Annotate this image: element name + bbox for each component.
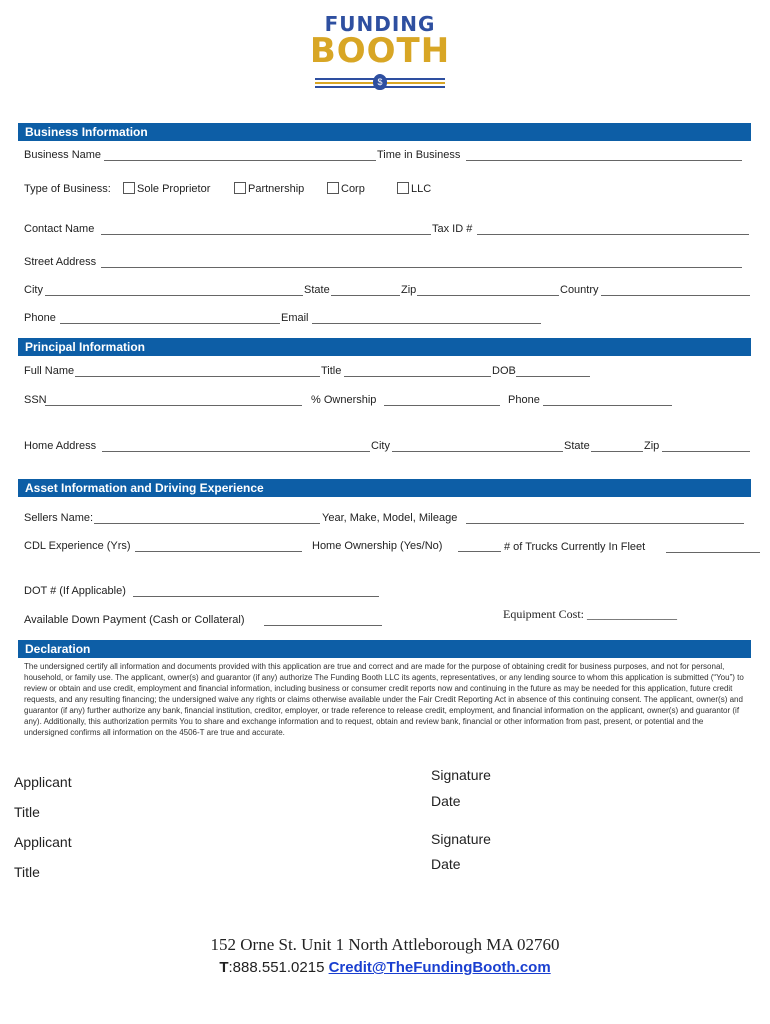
tax-id-field[interactable] xyxy=(477,234,749,235)
zip-field[interactable] xyxy=(417,295,559,296)
dob-field[interactable] xyxy=(516,376,590,377)
footer-contact xyxy=(0,959,770,976)
llc-label: LLC xyxy=(411,183,432,195)
home-city-label: City xyxy=(371,440,390,452)
contact-name-label: Contact Name xyxy=(24,223,95,235)
applicant-label-2: Applicant xyxy=(14,834,72,850)
signature-label-1: Signature xyxy=(431,767,491,783)
home-state-field[interactable] xyxy=(591,451,643,452)
home-ownership-label: Home Ownership (Yes/No) xyxy=(312,540,443,552)
home-address-label: Home Address xyxy=(24,440,97,452)
down-payment-label: Available Down Payment (Cash or Collateral) xyxy=(24,614,245,626)
money-bag-icon: $ xyxy=(373,74,387,90)
dot-number-label: DOT # (If Applicable) xyxy=(24,585,126,597)
state-label: State xyxy=(304,284,330,296)
home-state-label: State xyxy=(564,440,590,452)
trucks-in-fleet-field[interactable] xyxy=(666,552,760,553)
trucks-in-fleet-label: # of Trucks Currently In Fleet xyxy=(504,541,646,553)
partnership-label: Partnership xyxy=(248,183,305,195)
principal-phone-field[interactable] xyxy=(543,405,672,406)
footer-phone: :888.551.0215 xyxy=(228,959,329,976)
ssn-label: SSN xyxy=(24,394,47,406)
dot-number-field[interactable] xyxy=(133,596,379,597)
home-zip-label: Zip xyxy=(644,440,660,452)
corp-label: Corp xyxy=(341,183,365,195)
llc-checkbox[interactable] xyxy=(397,182,409,194)
section-asset-information: Asset Information and Driving Experience xyxy=(18,479,751,497)
email-field[interactable] xyxy=(312,323,541,324)
state-field[interactable] xyxy=(331,295,400,296)
footer-email-link[interactable]: Credit@TheFundingBooth.com xyxy=(328,959,551,976)
date-label-1: Date xyxy=(431,793,461,809)
corp-checkbox[interactable] xyxy=(327,182,339,194)
title-label-1: Title xyxy=(14,804,40,820)
cdl-experience-label: CDL Experience (Yrs) xyxy=(24,540,131,552)
ssn-field[interactable] xyxy=(45,405,302,406)
tax-id-label: Tax ID # xyxy=(432,223,473,235)
city-label: City xyxy=(24,284,43,296)
time-in-business-label: Time in Business xyxy=(377,149,461,161)
home-ownership-field[interactable] xyxy=(458,551,501,552)
sellers-name-field[interactable] xyxy=(94,523,320,524)
sellers-name-label: Sellers Name: xyxy=(24,512,94,524)
footer-t-label: T xyxy=(219,959,229,976)
applicant-label-1: Applicant xyxy=(14,774,72,790)
phone-field[interactable] xyxy=(60,323,280,324)
date-label-2: Date xyxy=(431,856,461,872)
city-field[interactable] xyxy=(45,295,303,296)
section-principal-information: Principal Information xyxy=(18,338,751,356)
cdl-experience-field[interactable] xyxy=(135,551,302,552)
principal-phone-label: Phone xyxy=(508,394,540,406)
full-name-label: Full Name xyxy=(24,365,75,377)
contact-name-field[interactable] xyxy=(101,234,431,235)
year-make-model-label: Year, Make, Model, Mileage xyxy=(322,512,458,524)
section-business-information: Business Information xyxy=(18,123,751,141)
footer-address: 152 Orne St. Unit 1 North Attleborough MA 02760 xyxy=(210,935,560,954)
title-label: Title xyxy=(321,365,342,377)
sole-proprietor-label: Sole Proprietor xyxy=(137,183,211,195)
ownership-label: % Ownership xyxy=(311,394,377,406)
business-name-field[interactable] xyxy=(104,160,376,161)
down-payment-field[interactable] xyxy=(264,625,382,626)
country-field[interactable] xyxy=(601,295,750,296)
type-of-business-label: Type of Business: xyxy=(24,183,111,195)
dob-label: DOB xyxy=(492,365,516,377)
full-name-field[interactable] xyxy=(75,376,320,377)
country-label: Country xyxy=(560,284,599,296)
street-address-label: Street Address xyxy=(24,256,97,268)
home-address-field[interactable] xyxy=(102,451,370,452)
equipment-cost-label: Equipment Cost: _______________ xyxy=(503,607,677,621)
signature-label-2: Signature xyxy=(431,831,491,847)
year-make-model-field[interactable] xyxy=(466,523,744,524)
home-city-field[interactable] xyxy=(392,451,563,452)
section-declaration: Declaration xyxy=(18,640,751,658)
home-zip-field[interactable] xyxy=(662,451,750,452)
zip-label: Zip xyxy=(401,284,417,296)
logo-line2: BOOTH xyxy=(309,31,451,71)
funding-booth-logo xyxy=(300,14,460,94)
street-address-field[interactable] xyxy=(101,267,742,268)
logo-line1: FUNDING xyxy=(324,12,436,36)
phone-label: Phone xyxy=(24,312,56,324)
partnership-checkbox[interactable] xyxy=(234,182,246,194)
title-label-2: Title xyxy=(14,864,40,880)
sole-proprietor-checkbox[interactable] xyxy=(123,182,135,194)
time-in-business-field[interactable] xyxy=(466,160,742,161)
title-field[interactable] xyxy=(344,376,491,377)
declaration-text: The undersigned certify all information and documents provided with this application are true and correct and are made for the purpose of obtaining credit for business purposes, and not for personal, household, or family use. The applicant, owner(s) and guarantor (if any) authorize The Funding Booth LLC its agents, representatives, or any lending source to whom this application is submitted (“You”) to review or obtain and use credit, employment and financial information, including business or consumer credit reports now and continuing in the future as may be needed for this application, future credit requests, and any resulting financing; the undersigned waive any rights or claims otherwise available under the Fair Credit Reporting Act in absence of this continuing consent. The applicant, owner(s) and guarantor (if any) further authorize any bank, financial institution, creditor, employer, or trade reference to release credit, employment, and financial information on the applicant, owner(s) and guarantor (if any). Additionally, this authorization permits You to share and exchange information and to request, obtain and review bank, financial or other information from past, present, or potential and the undersigned confirms all information on the 4506-T are true and accurate. xyxy=(24,662,744,737)
business-name-label: Business Name xyxy=(24,149,102,161)
ownership-field[interactable] xyxy=(384,405,500,406)
email-label: Email xyxy=(281,312,309,324)
